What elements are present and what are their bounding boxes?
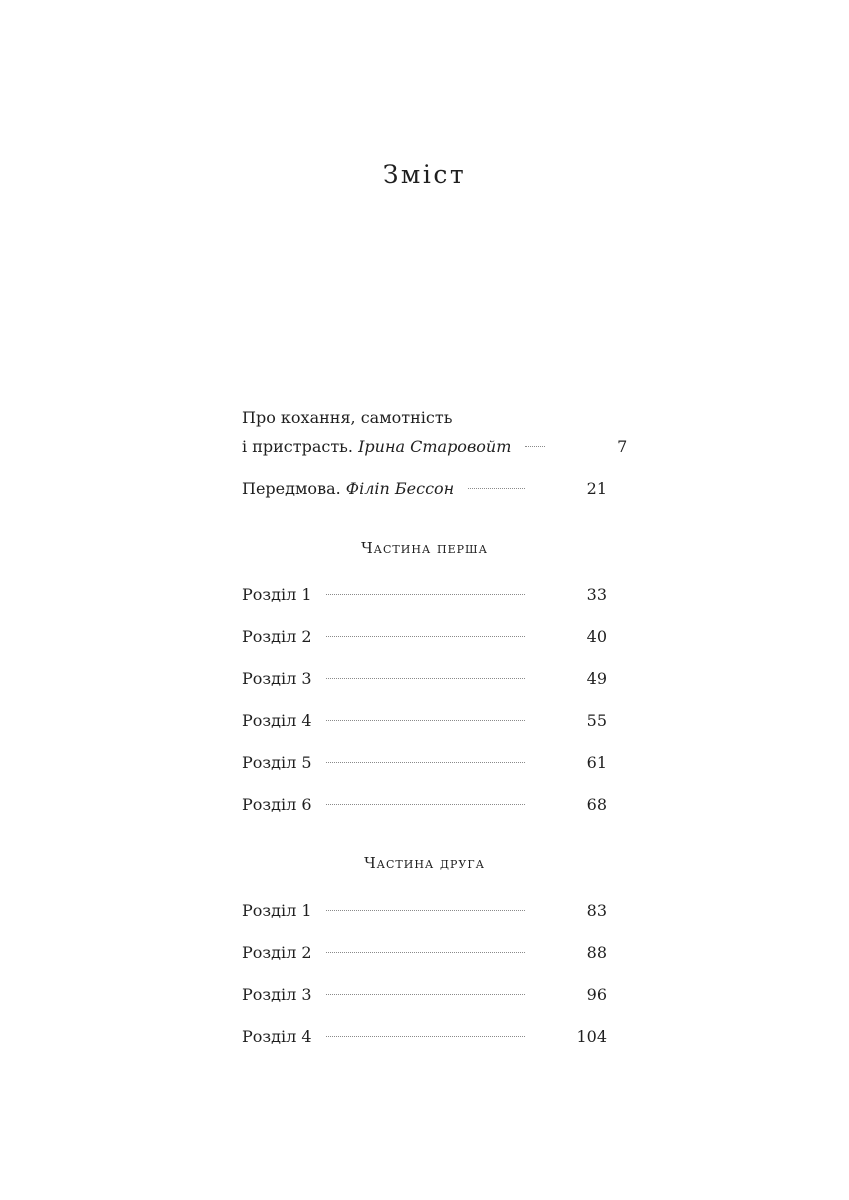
toc-entry-part2-ch2[interactable] [242, 942, 607, 964]
toc-page-number: 49 [586, 669, 607, 688]
dot-leader [326, 804, 525, 805]
toc-entry-label: Розділ 6 [242, 795, 312, 814]
toc-page-number: 68 [586, 795, 607, 814]
dot-leader [326, 1036, 525, 1037]
dot-leader [326, 762, 525, 763]
toc-entry-part1-ch3[interactable] [242, 668, 607, 690]
toc-entry-label: Розділ 2 [242, 627, 312, 646]
toc-entry-label [242, 436, 511, 458]
dot-leader [326, 910, 525, 911]
page-title: Зміст [382, 159, 467, 189]
toc-entry-label: Розділ 3 [242, 985, 312, 1004]
dot-leader [326, 594, 525, 595]
part-one-heading: Частина перша [361, 539, 488, 557]
toc-page-number: 55 [586, 711, 607, 730]
toc-entry-label: Розділ 1 [242, 585, 312, 604]
toc-page-number: 33 [586, 585, 607, 604]
toc-entry-author: Ірина Старовойт [358, 437, 512, 456]
dot-leader [525, 446, 545, 447]
toc-page-number: 40 [586, 627, 607, 646]
toc-page-number: 21 [586, 479, 607, 498]
toc-entry-part1-ch2[interactable] [242, 626, 607, 648]
toc-entry-title: Передмова. [242, 479, 341, 498]
toc-page-number: 83 [586, 901, 607, 920]
toc-entry-label: Розділ 4 [242, 1027, 312, 1046]
dot-leader [326, 720, 525, 721]
toc-entry-part2-ch3[interactable] [242, 984, 607, 1006]
toc-page-number: 88 [586, 943, 607, 962]
toc-page-number: 96 [586, 985, 607, 1004]
toc-entry-intro[interactable] [242, 407, 628, 458]
toc-page-number: 7 [617, 437, 628, 456]
toc-entry-title-line: Про кохання, самотність [242, 408, 453, 427]
dot-leader [468, 488, 525, 489]
dot-leader [326, 994, 525, 995]
toc-entry-part1-ch6[interactable] [242, 794, 607, 816]
toc-entry-part1-ch4[interactable] [242, 710, 607, 732]
toc-entry-author: Філіп Бессон [345, 479, 455, 498]
dot-leader [326, 678, 525, 679]
toc-entry-label: Розділ 3 [242, 669, 312, 688]
toc-entry-label: Розділ 2 [242, 943, 312, 962]
toc-entry-label: Розділ 1 [242, 901, 312, 920]
toc-page-number: 61 [586, 753, 607, 772]
toc-entry-part2-ch4[interactable] [242, 1026, 607, 1048]
toc-entry-title-line: і пристрасть. [242, 437, 353, 456]
toc-entry-preface[interactable] [242, 478, 607, 500]
toc-entry-part2-ch1[interactable] [242, 900, 607, 922]
dot-leader [326, 636, 525, 637]
toc-entry-part1-ch1[interactable] [242, 584, 607, 606]
dot-leader [326, 952, 525, 953]
toc-entry-label: Розділ 4 [242, 711, 312, 730]
toc-entry-label: Розділ 5 [242, 753, 312, 772]
part-two-heading: Частина друга [364, 854, 485, 872]
toc-entry-part1-ch5[interactable] [242, 752, 607, 774]
toc-entry-label [242, 478, 454, 500]
toc-page-number: 104 [576, 1027, 607, 1046]
